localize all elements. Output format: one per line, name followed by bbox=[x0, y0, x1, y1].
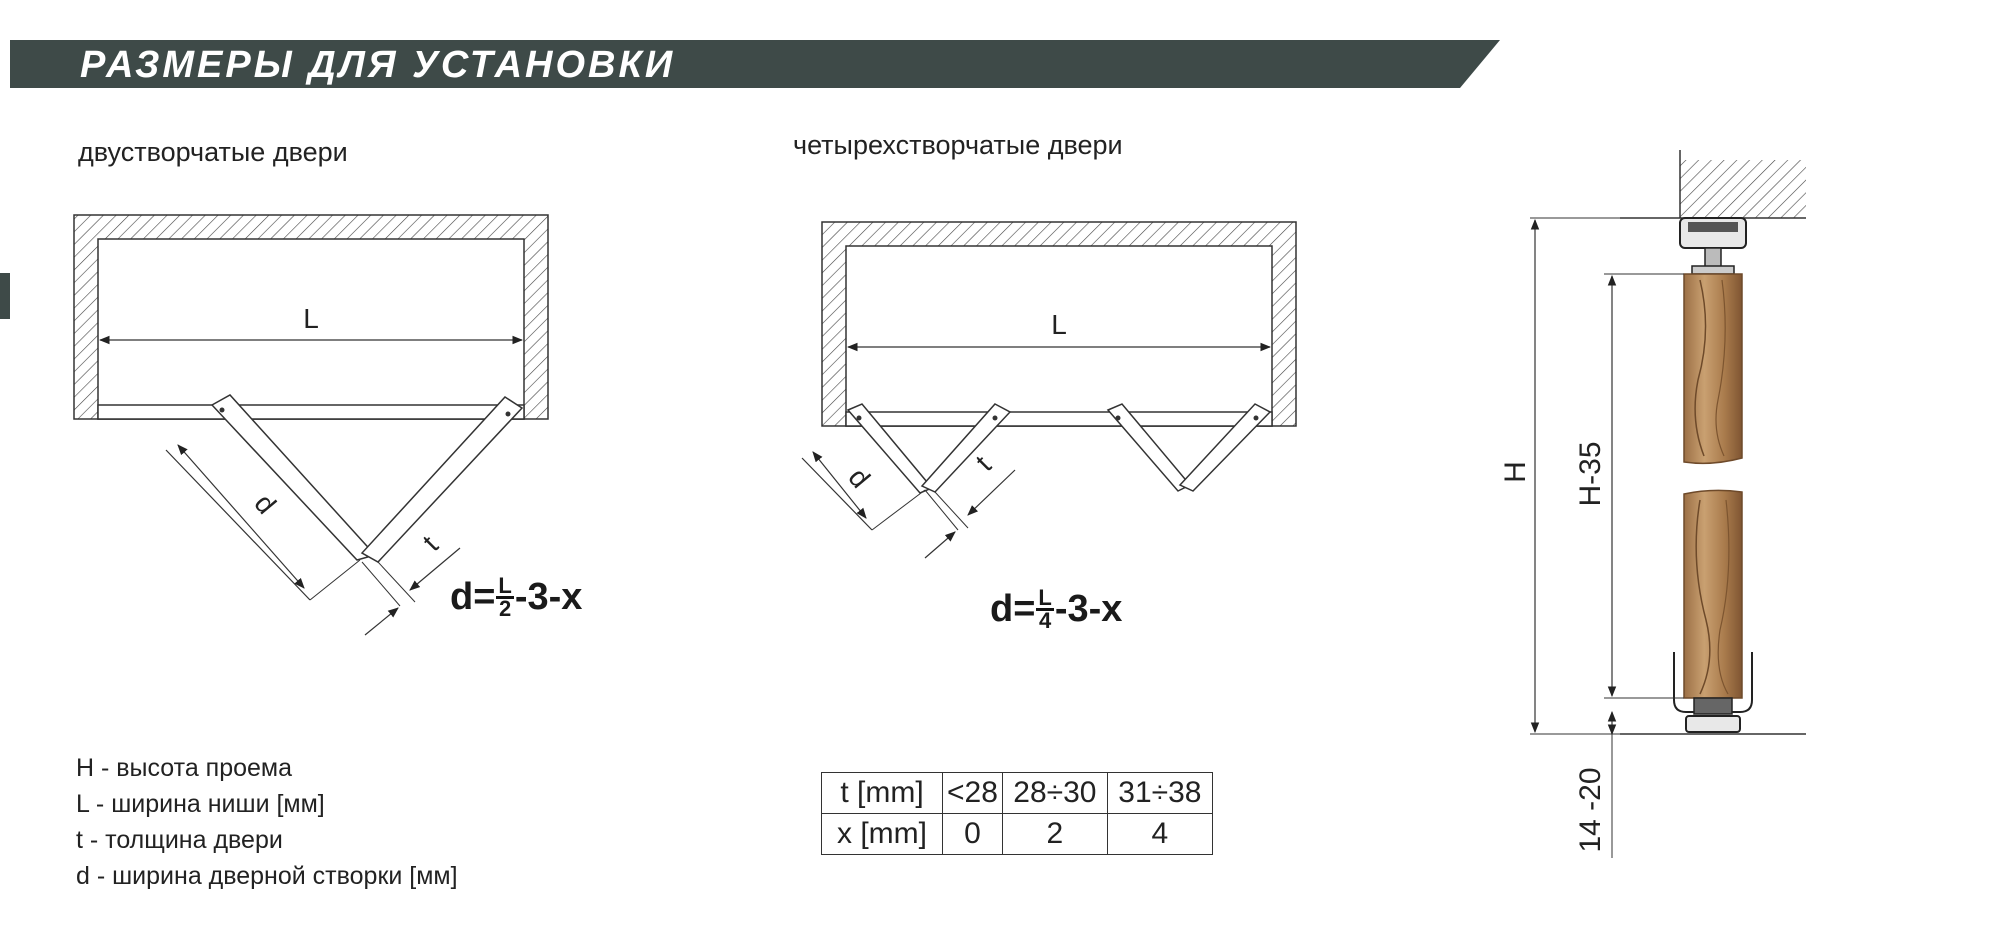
door-leaf-upper bbox=[1684, 274, 1742, 463]
two-door-formula bbox=[450, 573, 583, 621]
H35-label: H-35 bbox=[1574, 441, 1607, 507]
table-cell: 2 bbox=[1002, 814, 1107, 855]
formula-rhs: -3-x bbox=[1054, 588, 1123, 630]
table-row bbox=[822, 773, 1213, 814]
four-door-formula bbox=[990, 585, 1123, 633]
legend-item: L - ширина ниши [мм] bbox=[76, 790, 325, 818]
legend-item: H - высота проема bbox=[76, 754, 293, 782]
formula-lhs: d= bbox=[990, 588, 1036, 630]
table-cell: 4 bbox=[1107, 814, 1212, 855]
table-row bbox=[822, 814, 1213, 855]
two-door-d-label: d bbox=[248, 487, 283, 520]
table-cell: 0 bbox=[943, 814, 1003, 855]
four-door-L-label: L bbox=[1051, 309, 1067, 340]
two-door-L-label: L bbox=[303, 303, 319, 334]
thickness-table bbox=[821, 772, 1213, 855]
page-title: РАЗМЕРЫ ДЛЯ УСТАНОВКИ bbox=[80, 44, 676, 86]
gap-label: 14 -20 bbox=[1574, 767, 1607, 853]
formula-denominator: 2 bbox=[499, 596, 512, 621]
formula-denominator: 4 bbox=[1039, 608, 1052, 633]
four-door-title: четырехстворчатые двери bbox=[793, 130, 1123, 160]
H-label: H bbox=[1499, 461, 1532, 483]
formula-numerator: L bbox=[1038, 585, 1052, 610]
two-door-t-label: t bbox=[416, 529, 444, 557]
legend-item: d - ширина дверной створки [мм] bbox=[76, 862, 458, 890]
four-door-t-label: t bbox=[969, 449, 997, 477]
formula-numerator: L bbox=[498, 573, 512, 598]
ceiling-hatch bbox=[1620, 150, 1806, 218]
table-cell: <28 bbox=[943, 773, 1003, 814]
two-door-title: двустворчатые двери bbox=[78, 137, 348, 167]
H35-dimension bbox=[1604, 274, 1684, 698]
table-cell: t [mm] bbox=[822, 773, 943, 814]
legend bbox=[76, 750, 458, 894]
table-cell: 28÷30 bbox=[1002, 773, 1107, 814]
formula-lhs: d= bbox=[450, 576, 496, 618]
door-leaf-lower bbox=[1684, 490, 1742, 698]
formula-rhs: -3-x bbox=[514, 576, 583, 618]
formula-fraction bbox=[496, 573, 513, 621]
formula-fraction bbox=[1036, 585, 1053, 633]
table-cell: x [mm] bbox=[822, 814, 943, 855]
table-cell: 31÷38 bbox=[1107, 773, 1212, 814]
legend-item: t - толщина двери bbox=[76, 826, 283, 854]
four-door-d-label: d bbox=[842, 461, 877, 494]
top-track-hardware bbox=[1680, 218, 1746, 274]
